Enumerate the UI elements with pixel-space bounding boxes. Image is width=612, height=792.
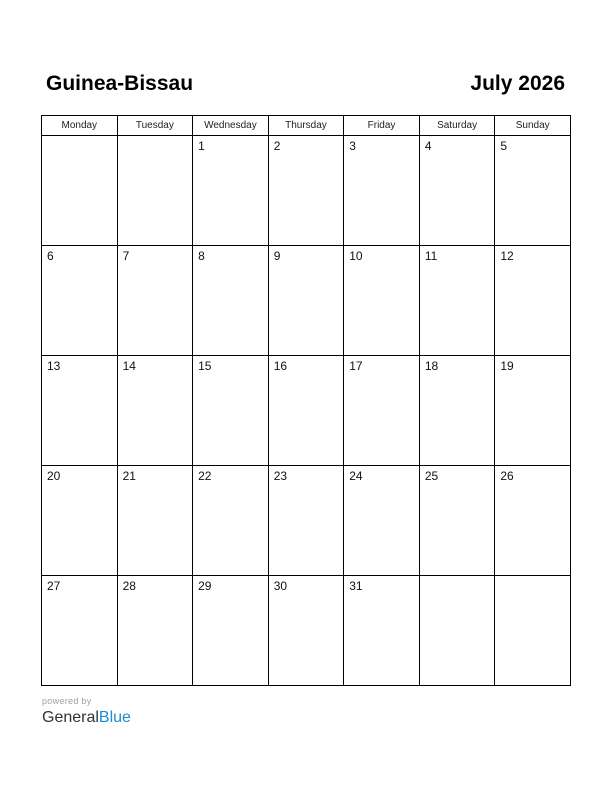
day-number: 18 bbox=[424, 359, 439, 373]
day-number: 22 bbox=[198, 469, 212, 483]
day-cell bbox=[42, 356, 118, 466]
generalblue-logo bbox=[42, 708, 131, 728]
day-number: 28 bbox=[122, 579, 136, 593]
day-cell bbox=[117, 136, 193, 246]
weekday-header-thursday: Thursday bbox=[268, 116, 344, 136]
day-cell bbox=[268, 246, 344, 356]
day-number: 25 bbox=[424, 469, 439, 483]
day-cell bbox=[193, 466, 269, 576]
day-number: 3 bbox=[349, 139, 356, 153]
day-cell bbox=[42, 136, 118, 246]
day-cell bbox=[495, 576, 571, 686]
day-number: 10 bbox=[349, 249, 363, 263]
day-cell bbox=[193, 246, 269, 356]
day-cell bbox=[495, 246, 571, 356]
day-cell bbox=[419, 576, 495, 686]
day-cell bbox=[268, 136, 344, 246]
day-number: 29 bbox=[198, 579, 212, 593]
powered-by-label: powered by bbox=[42, 696, 92, 706]
calendar-grid bbox=[41, 115, 571, 686]
weekday-header-saturday: Saturday bbox=[419, 116, 495, 136]
day-number: 7 bbox=[122, 249, 130, 263]
week-row bbox=[42, 246, 571, 356]
day-cell bbox=[193, 356, 269, 466]
day-number: 27 bbox=[47, 579, 61, 593]
month-year-title: July 2026 bbox=[470, 72, 565, 95]
weekday-header-friday: Friday bbox=[344, 116, 420, 136]
day-cell bbox=[495, 466, 571, 576]
day-number: 26 bbox=[500, 469, 514, 483]
day-cell bbox=[117, 356, 193, 466]
day-number bbox=[420, 576, 495, 579]
day-number: 31 bbox=[349, 579, 363, 593]
day-number bbox=[118, 136, 193, 139]
day-number: 14 bbox=[122, 359, 136, 373]
weekday-header-wednesday: Wednesday bbox=[193, 116, 269, 136]
day-number: 23 bbox=[273, 469, 288, 483]
day-number: 2 bbox=[273, 139, 281, 153]
weekday-header-row bbox=[42, 116, 571, 136]
day-cell bbox=[344, 356, 420, 466]
day-number: 13 bbox=[47, 359, 61, 373]
day-cell bbox=[344, 136, 420, 246]
day-number: 4 bbox=[424, 139, 432, 153]
day-cell bbox=[42, 246, 118, 356]
day-cell bbox=[268, 466, 344, 576]
day-cell bbox=[117, 246, 193, 356]
day-number: 12 bbox=[500, 249, 514, 263]
day-cell bbox=[344, 466, 420, 576]
week-row bbox=[42, 466, 571, 576]
day-number: 16 bbox=[273, 359, 288, 373]
week-row bbox=[42, 356, 571, 466]
week-row bbox=[42, 136, 571, 246]
day-number: 5 bbox=[500, 139, 508, 153]
day-number: 19 bbox=[500, 359, 514, 373]
day-cell bbox=[193, 576, 269, 686]
day-cell bbox=[419, 246, 495, 356]
day-number: 6 bbox=[47, 249, 54, 263]
day-number: 9 bbox=[273, 249, 281, 263]
weekday-header-monday: Monday bbox=[42, 116, 118, 136]
day-number bbox=[495, 576, 570, 579]
brand-blue-text: Blue bbox=[98, 709, 131, 726]
day-cell bbox=[419, 466, 495, 576]
day-cell bbox=[344, 246, 420, 356]
day-number: 15 bbox=[198, 359, 212, 373]
country-title: Guinea-Bissau bbox=[46, 72, 194, 95]
day-cell bbox=[344, 576, 420, 686]
day-number: 20 bbox=[47, 469, 61, 483]
day-cell bbox=[268, 576, 344, 686]
day-number: 30 bbox=[273, 579, 288, 593]
day-cell bbox=[495, 136, 571, 246]
day-cell bbox=[117, 466, 193, 576]
day-cell bbox=[495, 356, 571, 466]
day-number bbox=[42, 136, 117, 139]
week-row bbox=[42, 576, 571, 686]
day-number: 11 bbox=[424, 249, 438, 263]
day-number: 24 bbox=[349, 469, 363, 483]
day-cell bbox=[42, 576, 118, 686]
day-cell bbox=[42, 466, 118, 576]
brand-general-text: General bbox=[42, 709, 99, 726]
day-cell bbox=[419, 356, 495, 466]
day-cell bbox=[117, 576, 193, 686]
day-number: 1 bbox=[198, 139, 205, 153]
day-cell bbox=[419, 136, 495, 246]
day-cell bbox=[268, 356, 344, 466]
day-number: 8 bbox=[198, 249, 205, 263]
day-number: 17 bbox=[349, 359, 363, 373]
weekday-header-tuesday: Tuesday bbox=[117, 116, 193, 136]
weekday-header-sunday: Sunday bbox=[495, 116, 571, 136]
footer bbox=[42, 696, 131, 728]
day-number: 21 bbox=[122, 469, 136, 483]
day-cell bbox=[193, 136, 269, 246]
